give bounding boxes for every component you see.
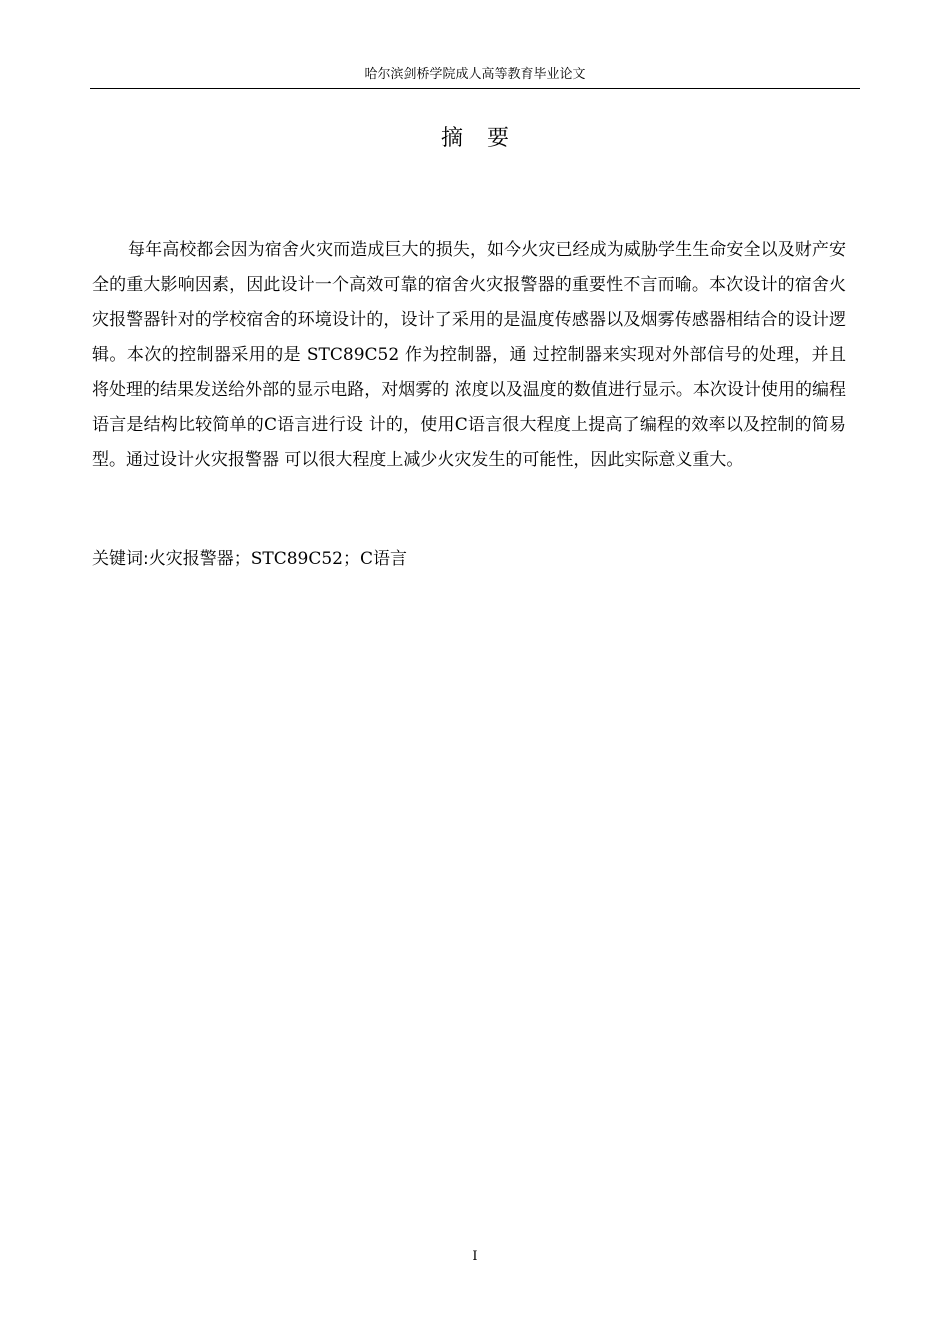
keywords-value: 火灾报警器；STC89C52；C语言	[148, 549, 408, 569]
abstract-body: 每年高校都会因为宿舍火灾而造成巨大的损失，如今火灾已经成为威胁学生生命安全以及财产安全的重大影响因素，因此设计一个高效可靠的宿舍火灾报警器的重要性不言而喻。本次设计的宿舍火灾报警器针对的学校宿舍的环境设计的，设计了采用的是温度传感器以及烟雾传感器相结合的设计逻辑。本次的控制器采用的是 STC89C52 作为控制器，通 过控制器来实现对外部信号的处理，并且将处理的结果发送给外部的显示电路，对烟雾的 浓度以及温度的数值进行显示。本次设计使用的编程语言是结构比较简单的C语言进行设 计的，使用C语言很大程度上提高了编程的效率以及控制的简易型。通过设计火灾报警器 可以很大程度上减少火灾发生的可能性，因此实际意义重大。	[92, 240, 846, 470]
header-rule	[90, 88, 860, 89]
page-number: I	[472, 1249, 478, 1264]
running-header: 哈尔滨剑桥学院成人高等教育毕业论文	[364, 67, 586, 82]
keywords-label: 关键词:	[92, 549, 149, 569]
keywords-line	[92, 546, 846, 572]
abstract-title: 摘要	[440, 126, 533, 151]
